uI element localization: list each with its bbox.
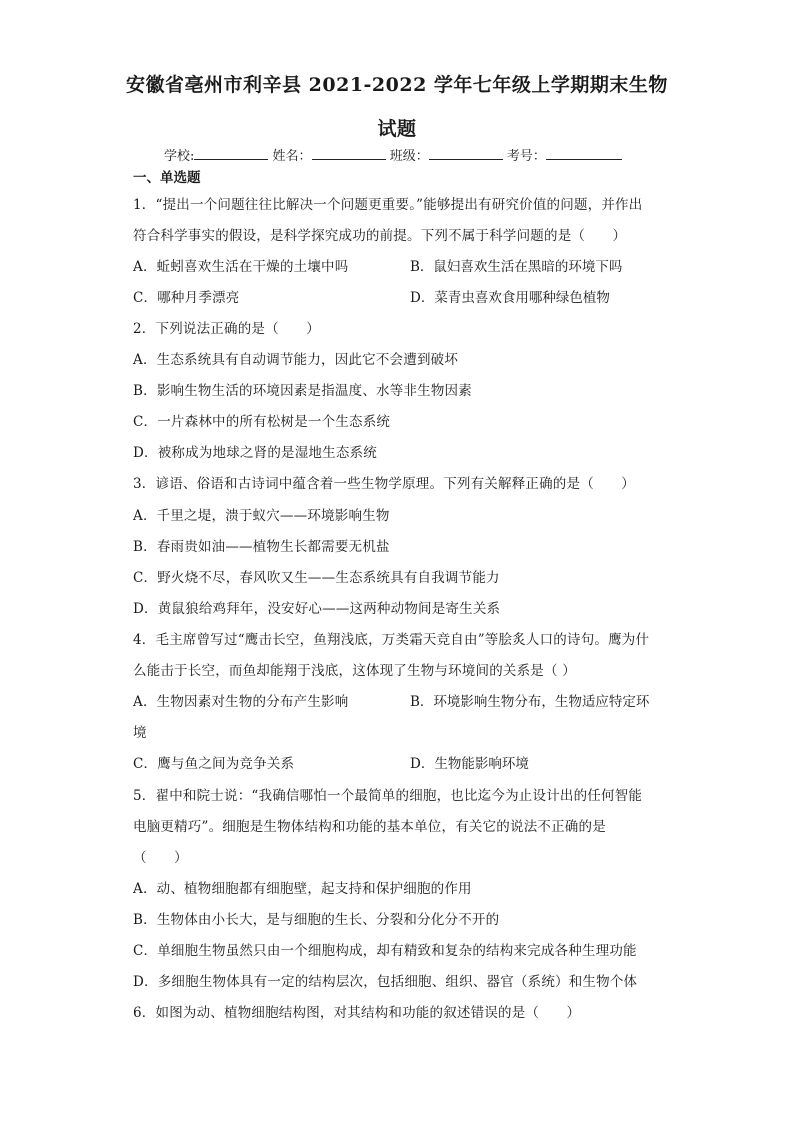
question-1-line-2: 符合科学事实的假设，是科学探究成功的前提。下列不属于科学问题的是（ ） [133,228,627,244]
section-heading: 一、单选题 [133,170,201,186]
question-4-line-1: 4．毛主席曾写过“鹰击长空，鱼翔浅底，万类霜天竞自由”等脍炙人口的诗句。鹰为什 [133,632,650,648]
question-5-option-c: C．单细胞生物虽然只由一个细胞构成，却有精致和复杂的结构来完成各种生理功能 [133,943,637,959]
question-4-line-2: 么能击于长空，而鱼却能翔于浅底，这体现了生物与环境间的关系是（ ） [133,663,576,679]
number-blank[interactable] [546,147,622,160]
question-2-option-d: D．被称成为地球之肾的是湿地生态系统 [133,445,377,461]
question-2-option-a: A．生态系统具有自动调节能力，因此它不会遭到破坏 [133,352,459,368]
name-label: 姓名： [272,149,312,164]
question-3-option-d: D．黄鼠狼给鸡拜年，没安好心——这两种动物间是寄生关系 [133,601,501,617]
question-1-option-d: D．菜青虫喜欢食用哪种绿色植物 [410,290,610,306]
question-5-option-a: A．动、植物细胞都有细胞壁，起支持和保护细胞的作用 [133,881,472,897]
name-blank[interactable] [312,147,386,160]
question-1-option-c: C．哪种月季漂亮 [133,290,240,306]
question-1-option-b: B．鼠妇喜欢生活在黑暗的环境下吗 [410,259,623,275]
school-label: 学校: [164,149,195,164]
question-4-option-d: D．生物能影响环境 [410,756,529,772]
number-label: 考号： [506,149,546,164]
student-info-row [164,145,622,164]
school-blank[interactable] [194,147,268,160]
exam-title-line2: 试题 [377,118,417,140]
question-1-line-1: 1．“提出一个问题往往比解决一个问题更重要。”能够提出有研究价值的问题，并作出 [133,197,643,213]
question-3-option-a: A．千里之堤，溃于蚁穴——环境影响生物 [133,508,390,524]
question-1-option-a: A．蚯蚓喜欢生活在干燥的土壤中吗 [133,259,349,275]
question-5-line-3: （ ） [133,850,188,866]
question-4-option-b: B．环境影响生物分布，生物适应特定环 [410,694,650,710]
question-4-option-a: A．生物因素对生物的分布产生影响 [133,694,349,710]
question-5-option-b: B．生物体由小长大，是与细胞的生长、分裂和分化分不开的 [133,912,500,928]
question-5-line-2: 电脑更精巧”。细胞是生物体结构和功能的基本单位，有关它的说法不正确的是 [133,819,606,835]
question-3-option-b: B．春雨贵如油——植物生长都需要无机盐 [133,539,390,555]
exam-title-line1: 安徽省亳州市利辛县 2021-2022 学年七年级上学期期末生物 [126,74,668,96]
question-3-option-c: C．野火烧不尽，春风吹又生——生态系统具有自我调节能力 [133,570,500,586]
question-2-option-c: C．一片森林中的所有松树是一个生态系统 [133,414,391,430]
class-label: 班级： [389,149,429,164]
class-blank[interactable] [429,147,503,160]
question-5-line-1: 5．翟中和院士说：“我确信哪怕一个最简单的细胞，也比迄今为止设计出的任何智能 [133,788,643,804]
question-3-line-1: 3．谚语、俗语和古诗词中蕴含着一些生物学原理。下列有关解释正确的是（ ） [133,476,635,492]
question-2-line-1: 2．下列说法正确的是（ ） [133,321,320,337]
question-5-option-d: D．多细胞生物体具有一定的结构层次，包括细胞、组织、器官（系统）和生物个体 [133,974,638,990]
question-4-option-b-wrap: 境 [133,725,147,741]
question-2-option-b: B．影响生物生活的环境因素是指温度、水等非生物因素 [133,383,472,399]
question-4-option-c: C．鹰与鱼之间为竞争关系 [133,756,295,772]
question-6-line-1: 6．如图为动、植物细胞结构图，对其结构和功能的叙述错误的是（ ） [133,1005,581,1021]
